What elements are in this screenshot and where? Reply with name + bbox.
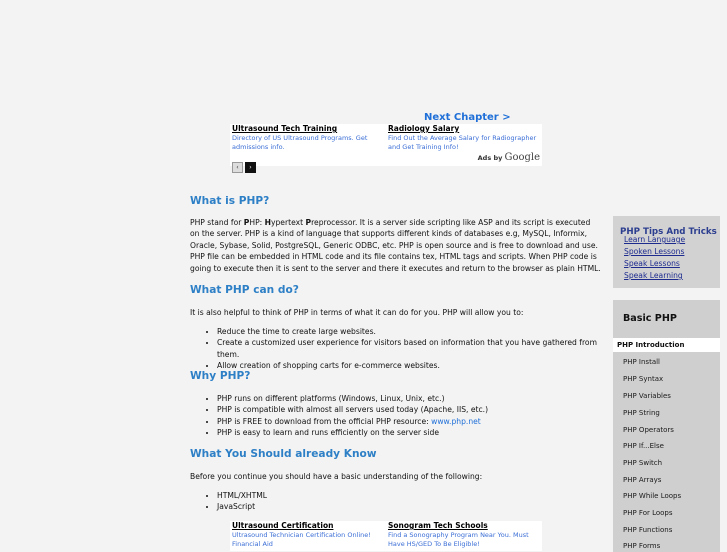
sidebar-item[interactable]: PHP Install xyxy=(623,358,661,366)
ad-prev-button[interactable]: ‹ xyxy=(232,162,243,173)
know-list xyxy=(190,490,267,513)
can-do-list xyxy=(190,326,602,372)
list-item xyxy=(217,416,488,427)
text: PHP is FREE to download from the official PHP resource: xyxy=(217,416,432,426)
sidebar-item[interactable]: PHP While Loops xyxy=(623,492,682,500)
sidebar-item[interactable]: PHP Forms xyxy=(623,542,661,550)
basic-php-title: Basic PHP xyxy=(623,313,677,324)
basic-php-header xyxy=(613,300,720,338)
ad-unit[interactable] xyxy=(232,124,382,152)
ad-title[interactable]: Radiology Salary xyxy=(388,124,460,133)
sidebar-item-label: PHP Introduction xyxy=(617,341,685,349)
heading-what-php-can-do: What PHP can do? xyxy=(190,284,299,296)
php-net-link[interactable]: www.php.net xyxy=(431,416,481,426)
sidebar-item[interactable]: PHP Switch xyxy=(623,459,663,467)
what-is-php-paragraph xyxy=(190,217,602,274)
sidebar-item[interactable]: PHP Arrays xyxy=(623,476,662,484)
list-item: • PHP is compatible with almost all servers used today (Apache, IIS, etc.) xyxy=(217,404,488,415)
list-item: • HTML/XHTML xyxy=(217,490,267,501)
list-item: • Reduce the time to create large websites. xyxy=(217,326,602,337)
why-php-list xyxy=(190,393,488,439)
ads-by-google[interactable] xyxy=(478,152,540,163)
list-item: • PHP is easy to learn and runs efficiently on the server side xyxy=(217,427,488,438)
heading-why-php: Why PHP? xyxy=(190,370,251,382)
can-do-paragraph: It is also helpful to think of PHP in terms of what it can do for you. PHP will allow you to: xyxy=(190,308,524,317)
sidebar-item[interactable]: PHP Functions xyxy=(623,526,673,534)
text: P xyxy=(243,218,250,227)
google-logo: Google xyxy=(504,152,540,163)
tips-panel xyxy=(613,216,720,288)
ad-description[interactable]: Directory of US Ultrasound Programs. Get admissions info. xyxy=(232,134,368,151)
text: ypertext xyxy=(270,218,306,227)
text: PHP stand for xyxy=(190,218,244,227)
list-item: • PHP runs on different platforms (Windows, Linux, Unix, etc.) xyxy=(217,393,488,404)
ad-title[interactable]: Ultrasound Certification xyxy=(232,521,334,530)
list-item: • Create a customized user experience for visitors based on information that you have gathered from them. xyxy=(217,337,602,360)
sidebar-menu xyxy=(613,352,720,552)
text: reprocessor. It is a server side scripting like ASP and its script is executed on the server. PHP is a kind of language that supports different kinds of databases e.g, MySQL, Informix, Oracle, Sybase, Solid, PostgreSQL, Generic ODBC, etc. PHP is open source and is free to download and use. PHP file can be embedded in HTML code and its file contains tex, HTML tags and scripts. When PHP code is going to execute then it is sent to the server and there it executes and return to the browser as plain HTML. xyxy=(190,218,601,273)
text: H xyxy=(264,218,271,227)
tips-link[interactable]: Spoken Lessons xyxy=(624,247,685,256)
text: HP: xyxy=(249,218,265,227)
sidebar-item[interactable]: PHP If...Else xyxy=(623,442,664,450)
tips-link[interactable]: Speak Learning xyxy=(624,271,683,280)
sidebar-item[interactable]: PHP For Loops xyxy=(623,509,673,517)
text: P xyxy=(305,218,312,227)
sidebar-item[interactable]: PHP Variables xyxy=(623,392,671,400)
list-item: • Allow creation of shopping carts for e-commerce websites. xyxy=(217,360,602,371)
ad-title[interactable]: Sonogram Tech Schools xyxy=(388,521,488,530)
heading-what-you-should-know: What You Should already Know xyxy=(190,448,377,460)
ad-navigation xyxy=(232,154,258,173)
ad-unit[interactable] xyxy=(388,124,538,152)
ad-next-button[interactable]: › xyxy=(245,162,256,173)
tips-title: PHP Tips And Tricks xyxy=(620,227,717,237)
ad-description[interactable]: Ultrasound Technician Certification Online! Financial Aid xyxy=(232,531,371,548)
sidebar-item[interactable]: PHP String xyxy=(623,409,660,417)
next-chapter-link[interactable]: Next Chapter > xyxy=(424,112,511,123)
sidebar-item-php-introduction[interactable] xyxy=(613,338,720,352)
ad-title[interactable]: Ultrasound Tech Training xyxy=(232,124,338,133)
know-paragraph: Before you continue you should have a basic understanding of the following: xyxy=(190,472,483,481)
tips-link[interactable]: Speak Lessons xyxy=(624,259,680,268)
heading-what-is-php: What is PHP? xyxy=(190,195,270,207)
ad-description[interactable]: Find a Sonography Program Near You. Must Have HS/GED To Be Eligible! xyxy=(388,531,529,548)
ad-block-top xyxy=(230,124,542,171)
sidebar-item[interactable]: PHP Operators xyxy=(623,426,674,434)
ads-by-label: Ads by xyxy=(477,154,503,162)
tips-link[interactable]: Learn Language xyxy=(624,235,686,244)
ad-block-bottom xyxy=(230,521,542,551)
sidebar-item[interactable]: PHP Syntax xyxy=(623,375,664,383)
ad-description[interactable]: Find Out the Average Salary for Radiographer and Get Training Info! xyxy=(388,134,537,151)
list-item: • JavaScript xyxy=(217,501,267,512)
